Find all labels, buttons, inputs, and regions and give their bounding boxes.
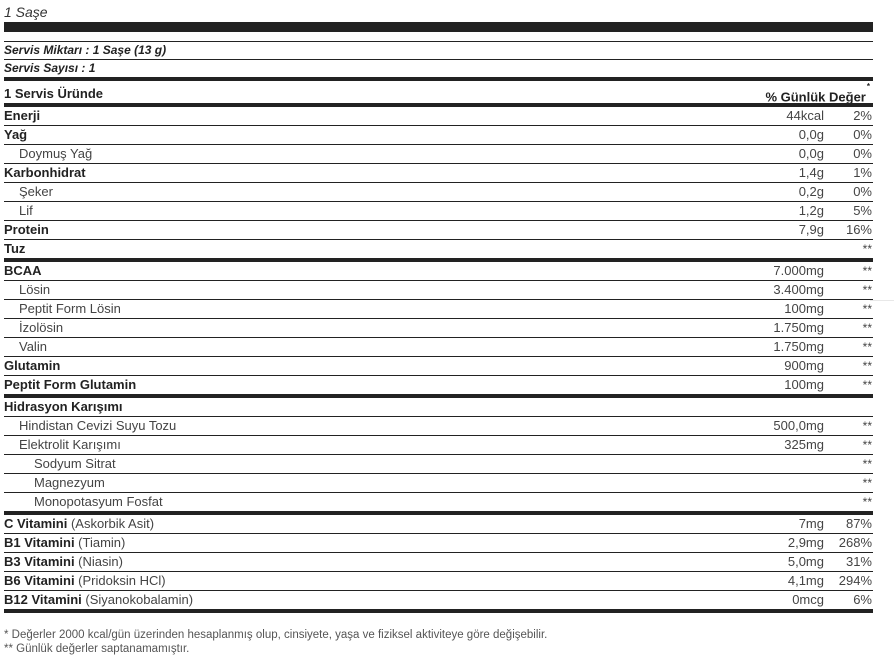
nutrient-name [34,455,116,473]
nutrient-name [4,534,125,552]
nutrient-name-text: Sodyum Sitrat [34,456,116,471]
nutrient-name [19,145,92,163]
nutrient-daily-value: ** [862,302,872,316]
nutrient-name-text: Lösin [19,282,51,297]
nutrient-name [34,474,105,492]
nutrient-daily-value: ** [862,378,872,392]
nutrient-daily-value: 268% [838,535,872,550]
serving-size-label: Servis Miktarı : [4,43,90,57]
nutrient-name [4,221,49,239]
nutrient-row [4,107,873,126]
nutrient-name-text: Lif [19,203,33,218]
nutrient-name [4,240,25,258]
nutrient-name-text: B3 Vitamini [4,554,75,569]
nutrient-row [4,474,873,493]
nutrient-row [4,183,873,202]
footnote-undetermined: ** Günlük değerler saptanamamıştır. [4,643,190,655]
footnotes [4,628,547,656]
nutrient-daily-value: ** [862,438,872,452]
nutrient-row [4,417,873,436]
nutrient-name-text: Peptit Form Lösin [19,301,121,316]
serving-size-line [4,42,873,59]
nutrient-amount: 7.000mg [773,263,824,278]
thick-divider [4,22,873,32]
nutrient-amount: 44kcal [786,108,824,123]
nutrient-daily-value: ** [862,419,872,433]
nutrient-subname: (Siyanokobalamin) [81,592,194,607]
nutrient-name-text: Glutamin [4,358,61,373]
nutrient-group [4,262,873,394]
nutrient-row [4,357,873,376]
nutrient-amount: 100mg [784,301,824,316]
nutrient-row [4,376,873,394]
nutrient-amount: 0mcg [792,592,824,607]
nutrient-amount: 0,0g [798,146,824,161]
nutrient-daily-value: 5% [853,203,872,218]
nutrient-row [4,262,873,281]
nutrient-name-text: Tuz [4,241,26,256]
nutrient-row [4,221,873,240]
nutrient-amount: 1,4g [798,165,824,180]
nutrient-name-text: Doymuş Yağ [19,146,93,161]
nutrient-name-text: Monopotasyum Fosfat [34,494,163,509]
nutrient-daily-value: 294% [838,573,872,588]
nutrient-subname: (Pridoksin HCl) [74,573,166,588]
nutrient-name-text: Hindistan Cevizi Suyu Tozu [19,418,177,433]
nutrient-daily-value: 0% [853,127,872,142]
nutrient-amount: 1.750mg [773,320,824,335]
nutrient-amount: 7mg [798,516,824,531]
footnote-daily-values: * Değerler 2000 kcal/gün üzerinden hesaplanmış olup, cinsiyete, yaşa ve fiziksel aktiviteye göre değişebilir. [4,629,548,641]
nutrient-name [4,262,42,280]
nutrient-daily-value: 2% [853,108,872,123]
nutrient-name [4,572,166,590]
nutrient-name-text: Valin [19,339,47,354]
nutrient-name [19,338,47,356]
nutrient-amount: 325mg [784,437,824,452]
nutrition-facts-panel [4,0,873,613]
nutrient-amount: 7,9g [798,222,824,237]
nutrient-daily-value: 0% [853,184,872,199]
nutrient-groups [4,103,873,613]
nutrient-row [4,591,873,609]
nutrient-name-text: B12 Vitamini [4,592,82,607]
nutrient-amount: 500,0mg [773,418,824,433]
nutrient-name-text: Magnezyum [34,475,105,490]
nutrient-row [4,240,873,258]
nutrient-name [4,553,123,571]
nutrient-name-text: Yağ [4,127,28,142]
nutrient-daily-value: 87% [845,516,872,531]
nutrient-daily-value: ** [862,495,872,509]
nutrient-name [19,202,33,220]
nutrient-name-text: Protein [4,222,49,237]
nutrient-name [19,300,121,318]
nutrient-daily-value: 31% [845,554,872,569]
nutrient-amount: 5,0mg [787,554,824,569]
nutrient-name [4,357,60,375]
nutrient-row [4,515,873,534]
nutrient-name [4,107,40,125]
nutrient-daily-value: ** [862,359,872,373]
nutrient-name [4,126,27,144]
daily-value-header-text: % Günlük Değer [765,89,866,105]
nutrient-name-text: Elektrolit Karışımı [19,437,121,452]
nutrient-row [4,572,873,591]
nutrient-name-text: C Vitamini [4,516,68,531]
serving-header: 1 Saşe [4,4,48,20]
nutrient-name [4,164,86,182]
nutrient-daily-value: 6% [853,592,872,607]
nutrient-daily-value: ** [862,457,872,471]
servings-per-container-line [4,60,873,77]
nutrient-daily-value: ** [862,340,872,354]
nutrient-row [4,553,873,572]
nutrient-name-text: B1 Vitamini [4,535,75,550]
section-divider [4,609,873,613]
nutrient-name-text: Peptit Form Glutamin [4,377,137,392]
nutrient-row [4,164,873,183]
nutrient-daily-value: ** [862,264,872,278]
nutrient-daily-value: ** [862,321,872,335]
servings-count-label: Servis Sayısı : [4,61,86,75]
nutrient-amount: 1.750mg [773,339,824,354]
nutrient-name-text: Şeker [19,184,53,199]
nutrient-name-text: B6 Vitamini [4,573,75,588]
nutrient-row [4,338,873,357]
nutrient-row [4,436,873,455]
nutrient-name [4,398,123,416]
nutrient-name [19,319,63,337]
nutrient-row [4,319,873,338]
nutrient-row [4,398,873,417]
serving-info [4,32,873,77]
nutrient-amount: 100mg [784,377,824,392]
nutrient-name [19,417,176,435]
nutrient-daily-value: 16% [845,222,872,237]
nutrient-name-text: Karbonhidrat [4,165,86,180]
nutrient-name [19,436,121,454]
nutrient-amount: 0,2g [798,184,824,199]
nutrient-name [19,281,50,299]
nutrient-group [4,398,873,511]
per-serving-header: 1 Servis Üründe [4,86,103,101]
daily-value-header [765,81,870,110]
nutrient-name [19,183,53,201]
nutrient-row [4,145,873,164]
nutrient-daily-value: ** [862,242,872,256]
nutrient-row [4,493,873,511]
nutrient-name-text: İzolösin [19,320,64,335]
nutrient-name-text: Hidrasyon Karışımı [4,399,123,414]
nutrient-name [4,515,154,533]
column-header-row [4,81,873,103]
nutrient-amount: 4,1mg [787,573,824,588]
nutrient-row [4,534,873,553]
nutrient-row [4,126,873,145]
nutrient-row [4,281,873,300]
nutrient-subname: (Askorbik Asit) [67,516,155,531]
nutrient-amount: 1,2g [798,203,824,218]
nutrient-amount: 900mg [784,358,824,373]
stray-line [870,300,894,301]
nutrient-subname: (Niasin) [74,554,123,569]
nutrient-name [4,591,193,609]
nutrient-group [4,515,873,609]
nutrient-name-text: BCAA [4,263,42,278]
nutrient-daily-value: 1% [853,165,872,180]
nutrient-daily-value: ** [862,283,872,297]
nutrient-daily-value: 0% [853,146,872,161]
nutrient-amount: 0,0g [798,127,824,142]
nutrient-row [4,202,873,221]
servings-count-value: 1 [88,61,96,75]
nutrient-row [4,300,873,319]
nutrient-group [4,107,873,258]
daily-value-footnote-mark: * [866,82,870,91]
nutrient-amount: 3.400mg [773,282,824,297]
nutrient-subname: (Tiamin) [74,535,126,550]
nutrient-name [4,376,136,394]
nutrient-row [4,455,873,474]
nutrient-daily-value: ** [862,476,872,490]
nutrient-amount: 2,9mg [787,535,824,550]
nutrient-name-text: Enerji [4,108,41,123]
nutrient-name [34,493,163,511]
serving-size-value: 1 Saşe (13 g) [92,43,167,57]
